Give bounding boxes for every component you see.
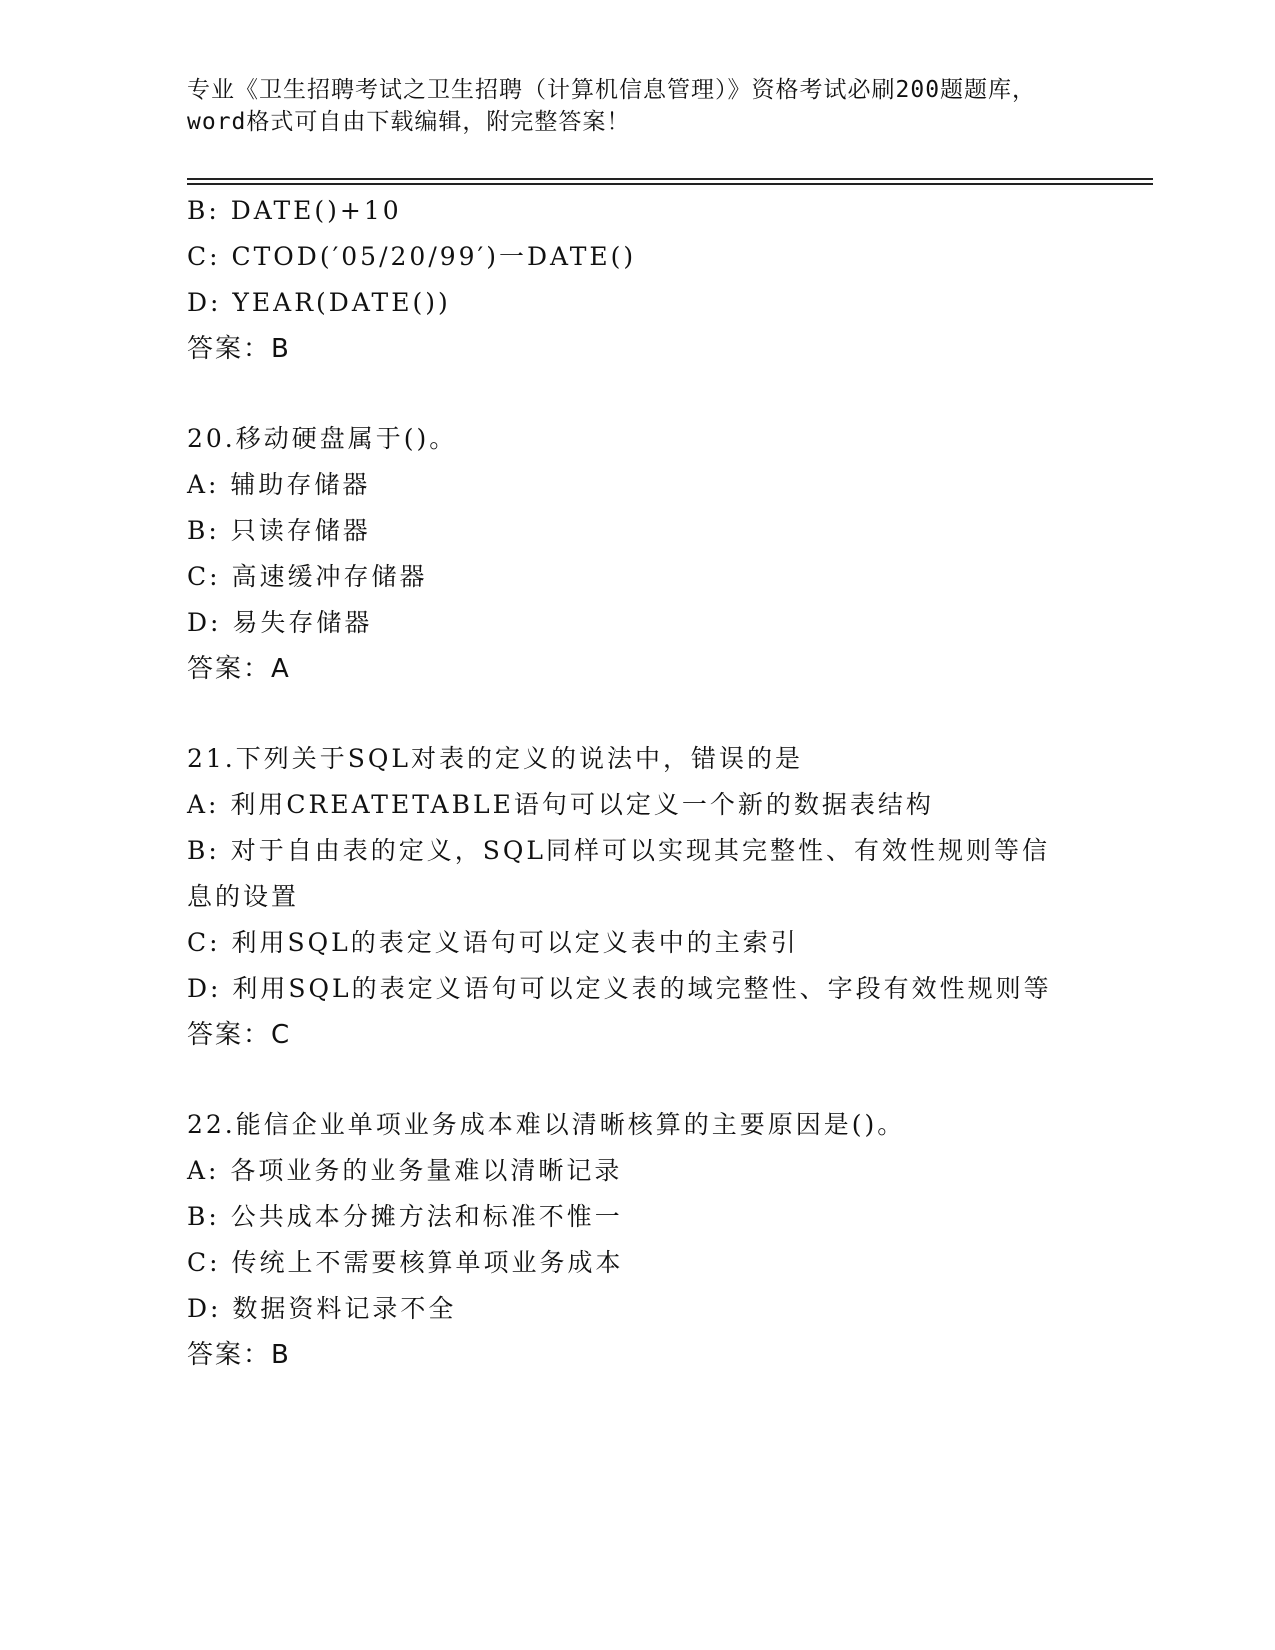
question-22 <box>187 1102 1067 1378</box>
option-b: B: 公共成本分摊方法和标准不惟一 <box>187 1202 623 1231</box>
question-text: 20.移动硬盘属于()。 <box>187 424 458 453</box>
answer: 答案：B <box>187 1340 291 1370</box>
header-divider-top <box>187 178 1153 180</box>
option-d: D: 易失存储器 <box>187 608 373 637</box>
option-d: D: 数据资料记录不全 <box>187 1294 457 1323</box>
answer: 答案：A <box>187 654 291 684</box>
header-line-2: word格式可自由下载编辑，附完整答案！ <box>187 109 631 135</box>
option-c: C: 高速缓冲存储器 <box>187 562 428 591</box>
option-c: C: 传统上不需要核算单项业务成本 <box>187 1248 624 1277</box>
document-header <box>187 74 1087 138</box>
answer: 答案：B <box>187 334 291 364</box>
option-a: A: 利用CREATETABLE语句可以定义一个新的数据表结构 <box>187 790 934 819</box>
header-line-1: 专业《卫生招聘考试之卫生招聘（计算机信息管理）》资格考试必刷200题题库， <box>187 77 1037 103</box>
option-a: A: 辅助存储器 <box>187 470 371 499</box>
question-19-tail <box>187 188 1067 372</box>
answer: 答案：C <box>187 1020 292 1050</box>
option-b: B: DATE()+10 <box>187 196 402 225</box>
option-c: C: 利用SQL的表定义语句可以定义表中的主索引 <box>187 928 799 957</box>
question-21 <box>187 736 1067 1058</box>
option-c: C: CTOD(′05/20/99′)一DATE() <box>187 242 637 271</box>
question-list <box>187 188 1067 1378</box>
option-a: A: 各项业务的业务量难以清晰记录 <box>187 1156 623 1185</box>
option-b-line-2: 息的设置 <box>187 882 300 911</box>
header-divider-bottom <box>187 183 1153 185</box>
option-b: B: 只读存储器 <box>187 516 371 545</box>
spacer <box>187 1058 1067 1102</box>
option-b-line-1: B: 对于自由表的定义，SQL同样可以实现其完整性、有效性规则等信 <box>187 836 1050 865</box>
option-d: D: 利用SQL的表定义语句可以定义表的域完整性、字段有效性规则等 <box>187 974 1052 1003</box>
question-20 <box>187 416 1067 692</box>
question-text: 22.能信企业单项业务成本难以清晰核算的主要原因是()。 <box>187 1110 906 1139</box>
question-text: 21.下列关于SQL对表的定义的说法中，错误的是 <box>187 744 803 773</box>
option-d: D: YEAR(DATE()) <box>187 288 451 317</box>
spacer <box>187 692 1067 736</box>
spacer <box>187 372 1067 416</box>
